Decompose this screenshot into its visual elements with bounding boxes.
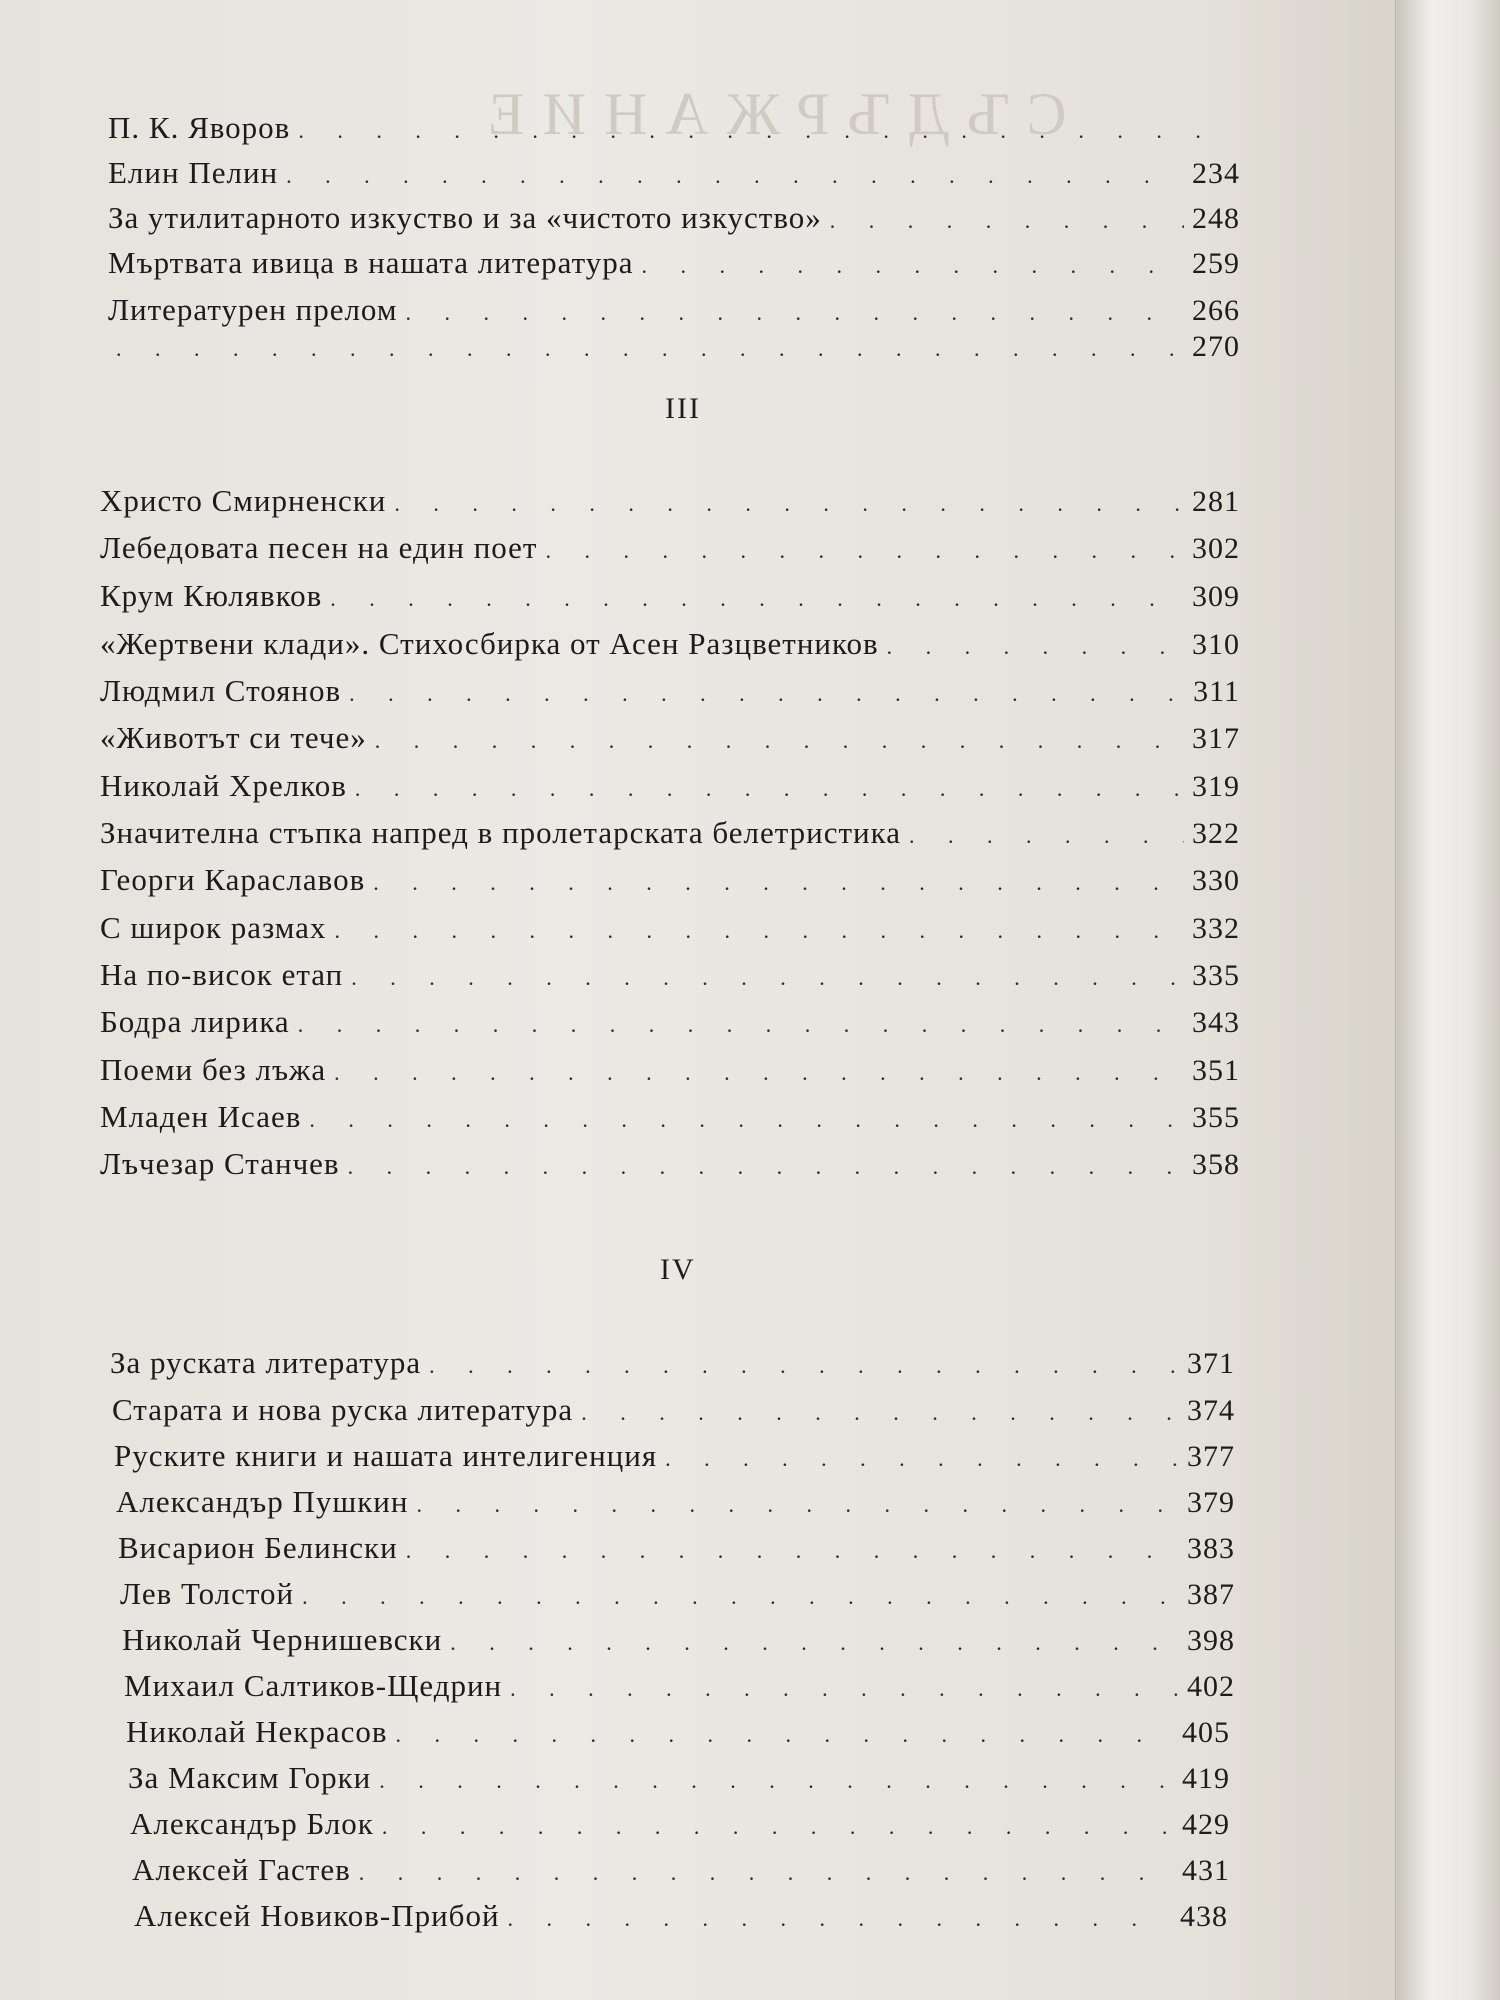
- toc-entry-title: Николай Хрелков: [100, 768, 347, 803]
- bleed-through-text: СЪДЪРЖАНИЕ: [470, 81, 1067, 147]
- dot-leader: [309, 1107, 1184, 1133]
- toc-entry-title: Младен Исаев: [100, 1099, 302, 1134]
- toc-entry-page-number: 319: [1192, 770, 1240, 803]
- dot-leader: [286, 163, 1184, 189]
- toc-entry: [100, 578, 1240, 618]
- toc-entry: [100, 1004, 1240, 1044]
- toc-entry-page-number: 266: [1192, 294, 1240, 327]
- toc-entry-title: Поеми без лъжа: [100, 1052, 327, 1087]
- toc-entry-page-number: 259: [1192, 247, 1240, 280]
- toc-entry: [100, 1146, 1240, 1186]
- dot-leader: [298, 1012, 1184, 1038]
- toc-entry: [128, 1760, 1230, 1800]
- dot-leader: [665, 1446, 1179, 1472]
- toc-entry-page-number: 419: [1182, 1762, 1230, 1795]
- toc-entry: [100, 483, 1240, 523]
- toc-entry-page-number: 398: [1187, 1624, 1235, 1657]
- toc-entry-title: Людмил Стоянов: [100, 673, 342, 708]
- toc-entry: [100, 815, 1240, 855]
- dot-leader: [334, 1060, 1184, 1086]
- dot-leader: [429, 1353, 1179, 1379]
- toc-entry-title: Александър Пушкин: [116, 1484, 409, 1519]
- toc-entry-title: С широк размах: [100, 910, 327, 945]
- toc-entry: [100, 626, 1240, 666]
- toc-entry: [100, 910, 1240, 950]
- dot-leader: [379, 1768, 1174, 1794]
- toc-entry: [116, 1484, 1235, 1524]
- toc-entry: [108, 110, 1240, 150]
- dot-leader: [355, 776, 1184, 802]
- toc-entry-page-number: 383: [1187, 1532, 1235, 1565]
- toc-entry-title: За утилитарното изкуство и за «чистото изкуство»: [108, 200, 822, 235]
- toc-entry: [100, 768, 1240, 808]
- toc-entry-title: Руските книги и нашата интелигенция: [114, 1438, 658, 1473]
- dot-leader: [405, 300, 1184, 326]
- toc-entry-title: П. К. Яворов: [108, 110, 291, 145]
- toc-entry: [122, 1622, 1235, 1662]
- toc-entry-page-number: 358: [1192, 1148, 1240, 1181]
- toc-entry-page-number: 248: [1192, 202, 1240, 235]
- toc-entry: [126, 1714, 1230, 1754]
- toc-entry-page-number: 330: [1192, 864, 1240, 897]
- toc-entry-title: Александър Блок: [130, 1806, 374, 1841]
- toc-entry-page-number: 302: [1192, 532, 1240, 565]
- toc-entry: [100, 720, 1240, 760]
- toc-entry-title: Лъчезар Станчев: [100, 1146, 340, 1181]
- toc-entry: [100, 673, 1240, 713]
- section-heading-iii: III: [665, 392, 701, 425]
- dot-leader: [508, 1906, 1172, 1932]
- toc-entry-page-number: 402: [1187, 1670, 1235, 1703]
- toc-entry-title: На по-висок етап: [100, 957, 344, 992]
- toc-entry-title: Николай Чернишевски: [122, 1622, 443, 1657]
- toc-entry-page-number: 270: [1192, 330, 1240, 363]
- toc-entry-page-number: 371: [1187, 1347, 1235, 1380]
- toc-entry: [100, 530, 1240, 570]
- dot-leader: [351, 965, 1184, 991]
- toc-entry-page-number: 311: [1193, 675, 1240, 708]
- toc-entry-page-number: 429: [1182, 1808, 1230, 1841]
- toc-entry-page-number: 438: [1180, 1900, 1228, 1933]
- toc-entry-page-number: 355: [1192, 1101, 1240, 1134]
- toc-entry: [108, 200, 1240, 240]
- toc-entry-title: Старата и нова руска литература: [112, 1392, 574, 1427]
- toc-entry-title: Висарион Белински: [118, 1530, 398, 1565]
- toc-entry-title: Георги Караславов: [100, 862, 366, 897]
- dot-leader: [545, 538, 1184, 564]
- dot-leader: [330, 586, 1184, 612]
- toc-entry: [132, 1852, 1230, 1892]
- toc-entry-page-number: 317: [1192, 722, 1240, 755]
- toc-entry: [110, 1345, 1235, 1385]
- dot-leader: [349, 681, 1185, 707]
- dot-leader: [396, 1722, 1175, 1748]
- dot-leader: [298, 118, 1232, 144]
- toc-entry-page-number: 387: [1187, 1578, 1235, 1611]
- toc-entry-title: За руската литература: [110, 1345, 422, 1380]
- toc-entry: [108, 155, 1240, 195]
- toc-entry-page-number: 310: [1192, 628, 1240, 661]
- toc-entry-page-number: 377: [1187, 1440, 1235, 1473]
- toc-entry-title: Алексей Гастев: [132, 1852, 351, 1887]
- dot-leader: [416, 1492, 1179, 1518]
- dot-leader: [382, 1814, 1174, 1840]
- toc-entry-page-number: 335: [1192, 959, 1240, 992]
- toc-entry-title: Николай Некрасов: [126, 1714, 388, 1749]
- dot-leader: [373, 870, 1184, 896]
- toc-entry: [134, 1898, 1228, 1938]
- dot-leader: [406, 1538, 1179, 1564]
- toc-entry: [100, 1052, 1240, 1092]
- toc-entry-page-number: 379: [1187, 1486, 1235, 1519]
- toc-entry-page-number: 431: [1182, 1854, 1230, 1887]
- toc-entry-title: Лебедовата песен на един поет: [100, 530, 538, 565]
- toc-entry-title: Елин Пелин: [108, 155, 279, 190]
- dot-leader: [887, 634, 1184, 660]
- dot-leader: [909, 823, 1184, 849]
- dot-leader: [348, 1154, 1184, 1180]
- toc-entry-page-number: 374: [1187, 1394, 1235, 1427]
- toc-entry: [100, 957, 1240, 997]
- toc-entry-title: Лев Толстой: [120, 1576, 295, 1611]
- dot-leader: [581, 1400, 1179, 1426]
- toc-entry-page-number: 332: [1192, 912, 1240, 945]
- toc-entry-title: Алексей Новиков-Прибой: [134, 1898, 500, 1933]
- dot-leader: [394, 491, 1184, 517]
- dot-leader: [510, 1676, 1179, 1702]
- toc-entry-page-number: 351: [1192, 1054, 1240, 1087]
- toc-entry-page-number: 281: [1192, 485, 1240, 518]
- toc-entry-page-number: 322: [1192, 817, 1240, 850]
- toc-entry: [108, 292, 1240, 332]
- dot-leader: [830, 208, 1184, 234]
- toc-entry-title: Христо Смирненски: [100, 483, 387, 518]
- toc-entry-title: Значителна стъпка напред в пролетарската белетристика: [100, 815, 901, 850]
- toc-entry: [114, 1438, 1235, 1478]
- dot-leader: [359, 1860, 1174, 1886]
- dot-leader: [642, 253, 1185, 279]
- toc-entry: [100, 862, 1240, 902]
- section-heading-iv: IV: [660, 1253, 696, 1286]
- toc-entry-title: «Жертвени клади». Стихосбирка от Асен Разцветников: [100, 626, 879, 661]
- toc-entry: [108, 245, 1240, 285]
- toc-entry: [112, 1392, 1235, 1432]
- toc-entry: [108, 330, 1240, 370]
- toc-entry: [118, 1530, 1235, 1570]
- toc-entry-title: Мъртвата ивица в нашата литература: [108, 245, 634, 280]
- dot-leader: [334, 918, 1184, 944]
- toc-entry: [120, 1576, 1235, 1616]
- toc-entry: [124, 1668, 1235, 1708]
- toc-entry-title: За Максим Горки: [128, 1760, 372, 1795]
- dot-leader: [450, 1630, 1179, 1656]
- toc-entry-page-number: 343: [1192, 1006, 1240, 1039]
- toc-entry: [130, 1806, 1230, 1846]
- toc-entry-page-number: 405: [1182, 1716, 1230, 1749]
- toc-entry-title: Бодра лирика: [100, 1004, 290, 1039]
- toc-entry-title: Михаил Салтиков-Щедрин: [124, 1668, 503, 1703]
- dot-leader: [116, 336, 1184, 362]
- toc-entry-page-number: 234: [1192, 157, 1240, 190]
- dot-leader: [375, 728, 1184, 754]
- toc-entry-title: Литературен прелом: [108, 292, 398, 327]
- toc-entry: [100, 1099, 1240, 1139]
- toc-entry-title: «Животът си тече»: [100, 720, 367, 755]
- toc-entry-title: Крум Кюлявков: [100, 578, 323, 613]
- toc-entry-page-number: 309: [1192, 580, 1240, 613]
- dot-leader: [302, 1584, 1179, 1610]
